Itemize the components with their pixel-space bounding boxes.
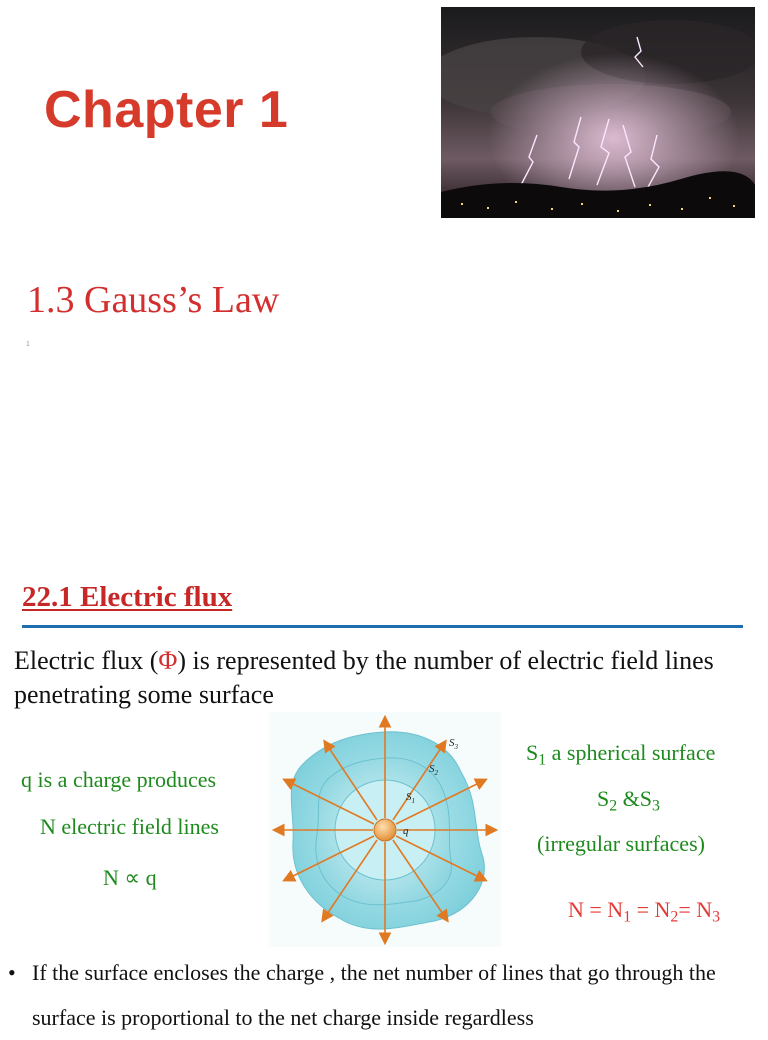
label-s2: $S_2$ (429, 763, 438, 777)
chapter-title: Chapter 1 (44, 81, 289, 139)
bullet-marker: • (8, 960, 16, 985)
flux-symbol: Φ (158, 646, 178, 675)
subsection-heading: 22.1 Electric flux (22, 581, 233, 613)
section-title: 1.3 Gauss’s Law (27, 279, 280, 321)
bullet-text: If the surface encloses the charge , the net number of lines that go through the surface is proportional to the net charge inside regardless (32, 960, 716, 1030)
field-lines-note: N electric field lines (40, 814, 219, 839)
sphere-note: $S_1$ a spherical surface (526, 740, 716, 769)
intro-text-start: Electric flux ( (14, 646, 159, 675)
slide-number: 1 (26, 341, 30, 348)
point-charge (374, 819, 396, 841)
charge-note-line: q is a charge produces (21, 767, 217, 792)
line-count-equation: $N = N_1 = N_2= N_3$ (568, 897, 721, 926)
intro-text-end: ) is represented by the number of electric field lines penetrating some surface (14, 646, 714, 709)
irregular-surfaces-label: $S_2$ $\&S_3$ (597, 786, 660, 815)
label-q: q (403, 825, 409, 837)
proportionality-note: N ∝ q (103, 865, 157, 890)
label-s1: $S_1$ (406, 791, 415, 805)
gauss-surfaces-diagram (269, 712, 501, 947)
label-s3: $S_3$ (449, 737, 458, 751)
irregular-note: (irregular surfaces) (537, 831, 705, 856)
